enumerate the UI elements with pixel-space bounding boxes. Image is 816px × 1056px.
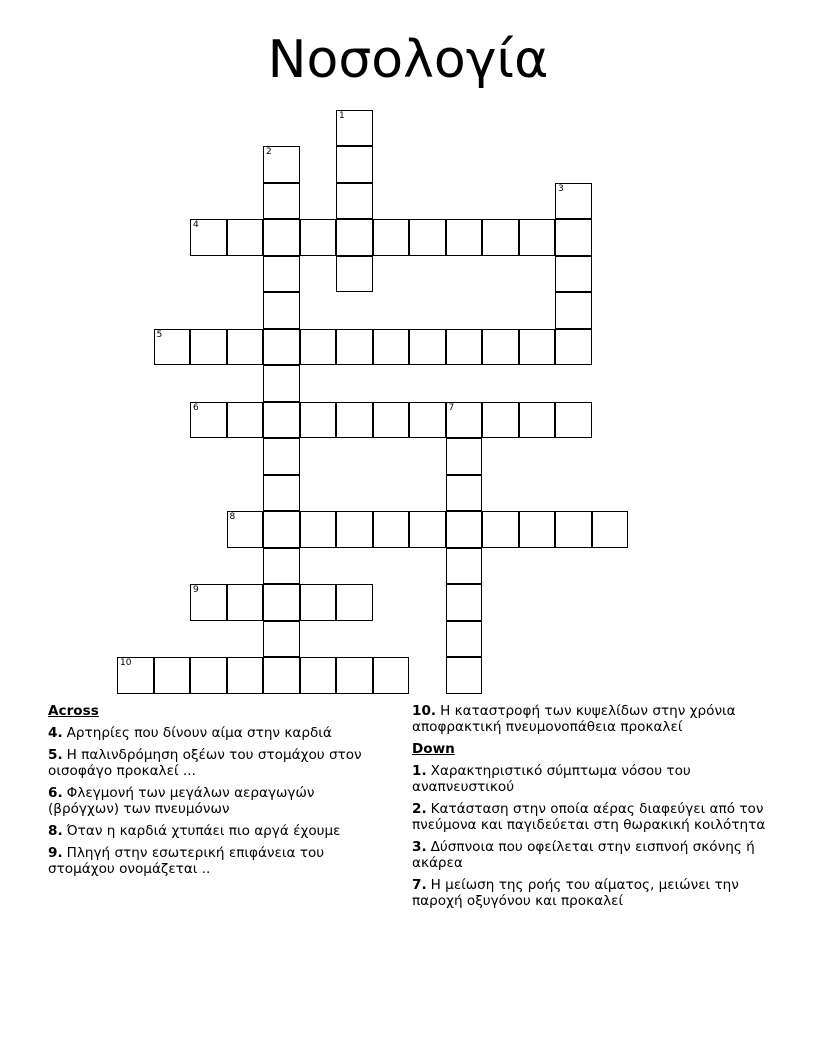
- grid-cell[interactable]: [117, 657, 154, 694]
- down-heading: Down: [412, 741, 455, 757]
- grid-cell[interactable]: [446, 329, 483, 366]
- clue-down-3: 3. Δύσπνοια που οφείλεται στην εισπνοή σκόνης ή ακάρεα: [412, 839, 755, 871]
- grid-cell[interactable]: [336, 402, 373, 439]
- grid-cell[interactable]: [336, 183, 373, 220]
- grid-cell[interactable]: [373, 402, 410, 439]
- grid-cell[interactable]: [227, 402, 264, 439]
- grid-cell[interactable]: [300, 511, 337, 548]
- grid-cell[interactable]: [336, 584, 373, 621]
- grid-cell[interactable]: [190, 329, 227, 366]
- grid-cell[interactable]: [300, 402, 337, 439]
- puzzle-title: Νοσολογία: [267, 30, 549, 90]
- grid-cell[interactable]: [263, 584, 300, 621]
- grid-cell[interactable]: [263, 329, 300, 366]
- grid-cell[interactable]: [373, 219, 410, 256]
- grid-cell[interactable]: [300, 329, 337, 366]
- clue-number: 8: [229, 512, 236, 522]
- grid-cell[interactable]: [190, 657, 227, 694]
- grid-cell[interactable]: [373, 657, 410, 694]
- grid-cell[interactable]: [263, 292, 300, 329]
- clue-across-10: 10. Η καταστροφή των κυψελίδων στην χρόνια αποφρακτική πνευμονοπάθεια προκαλεί: [412, 703, 736, 735]
- grid-cell[interactable]: [555, 511, 592, 548]
- grid-cell[interactable]: [555, 219, 592, 256]
- clue-across-5: 5. Η παλινδρόμηση οξέων του στομάχου στον οισοφάγο προκαλεί ...: [48, 747, 362, 779]
- grid-cell[interactable]: [336, 329, 373, 366]
- grid-cell[interactable]: [555, 256, 592, 293]
- grid-cell[interactable]: [446, 219, 483, 256]
- clues-right-column: [412, 703, 772, 915]
- grid-cell[interactable]: [300, 657, 337, 694]
- grid-cell[interactable]: [154, 657, 191, 694]
- grid-cell[interactable]: [482, 402, 519, 439]
- grid-cell[interactable]: [482, 511, 519, 548]
- grid-cell[interactable]: [555, 292, 592, 329]
- grid-cell[interactable]: [409, 511, 446, 548]
- clue-number: 5: [156, 329, 163, 340]
- grid-cell[interactable]: [482, 329, 519, 366]
- grid-cell[interactable]: [263, 256, 300, 293]
- clue-across-9: 9. Πληγή στην εσωτερική επιφάνεια του στομάχου ονομάζεται ..: [48, 845, 325, 877]
- clue-number: 1: [339, 110, 345, 121]
- clue-number: 3: [558, 183, 564, 194]
- clues-left-column: [48, 703, 388, 883]
- across-heading: Across: [48, 703, 99, 719]
- grid-cell[interactable]: [263, 621, 300, 658]
- grid-cell[interactable]: [446, 657, 483, 694]
- grid-cell[interactable]: [227, 219, 264, 256]
- grid-cell[interactable]: [446, 621, 483, 658]
- grid-cell[interactable]: [519, 402, 556, 439]
- grid-cell[interactable]: [409, 329, 446, 366]
- grid-cell[interactable]: [555, 183, 592, 220]
- grid-cell[interactable]: [373, 511, 410, 548]
- grid-cell[interactable]: [263, 183, 300, 220]
- grid-cell[interactable]: [263, 511, 300, 548]
- clue-down-7: 7. Η μείωση της ροής του αίματος, μειώνει την παροχή οξυγόνου και προκαλεί: [412, 877, 739, 909]
- grid-cell[interactable]: [592, 511, 629, 548]
- grid-cell[interactable]: [446, 475, 483, 512]
- grid-cell[interactable]: [190, 584, 227, 621]
- clue-across-6: 6. Φλεγμονή των μεγάλων αεραγωγών (βρόγχων) των πνευμόνων: [48, 785, 315, 817]
- grid-cell[interactable]: [336, 146, 373, 183]
- grid-cell[interactable]: [519, 329, 556, 366]
- grid-cell[interactable]: [446, 548, 483, 585]
- grid-cell[interactable]: [263, 548, 300, 585]
- grid-cell[interactable]: [336, 511, 373, 548]
- clue-number: 2: [266, 147, 272, 157]
- grid-cell[interactable]: [263, 657, 300, 694]
- grid-cell[interactable]: [409, 219, 446, 256]
- clue-across-4: 4. Αρτηρίες που δίνουν αίμα στην καρδιά: [48, 725, 332, 741]
- grid-cell[interactable]: [263, 475, 300, 512]
- grid-cell[interactable]: [336, 110, 373, 147]
- grid-cell[interactable]: [190, 219, 227, 256]
- grid-cell[interactable]: [409, 402, 446, 439]
- clue-down-2: 2. Κατάσταση στην οποία αέρας διαφεύγει από τον πνεύμονα και παγιδεύεται στη θωρακική κοιλότητα: [412, 801, 766, 833]
- grid-cell[interactable]: [446, 584, 483, 621]
- clue-number: 4: [193, 220, 199, 230]
- grid-cell[interactable]: [263, 146, 300, 183]
- grid-cell[interactable]: [555, 329, 592, 366]
- grid-cell[interactable]: [555, 402, 592, 439]
- clue-number: 7: [448, 402, 455, 413]
- grid-cell[interactable]: [190, 402, 227, 439]
- grid-cell[interactable]: [482, 219, 519, 256]
- grid-cell[interactable]: [263, 219, 300, 256]
- grid-cell[interactable]: [263, 438, 300, 475]
- grid-cell[interactable]: [446, 402, 483, 439]
- clue-down-1: 1. Χαρακτηριστικό σύμπτωμα νόσου του αναπνευστικού: [412, 763, 691, 795]
- clue-number: 9: [193, 585, 199, 595]
- grid-cell[interactable]: [227, 657, 264, 694]
- grid-cell[interactable]: [263, 402, 300, 439]
- clue-across-8: 8. Όταν η καρδιά χτυπάει πιο αργά έχουμε: [48, 823, 341, 839]
- grid-cell[interactable]: [154, 329, 191, 366]
- clue-number: 6: [193, 402, 199, 413]
- grid-cell[interactable]: [336, 256, 373, 293]
- grid-cell[interactable]: [227, 329, 264, 366]
- grid-cell[interactable]: [336, 657, 373, 694]
- grid-cell[interactable]: [336, 219, 373, 256]
- clue-number: 10: [120, 658, 132, 668]
- grid-cell[interactable]: [446, 438, 483, 475]
- grid-cell[interactable]: [263, 365, 300, 402]
- grid-cell[interactable]: [373, 329, 410, 366]
- grid-cell[interactable]: [446, 511, 483, 548]
- grid-cell[interactable]: [300, 219, 337, 256]
- grid-cell[interactable]: [300, 584, 337, 621]
- grid-cell[interactable]: [227, 511, 264, 548]
- grid-cell[interactable]: [227, 584, 264, 621]
- grid-cell[interactable]: [519, 219, 556, 256]
- grid-cell[interactable]: [519, 511, 556, 548]
